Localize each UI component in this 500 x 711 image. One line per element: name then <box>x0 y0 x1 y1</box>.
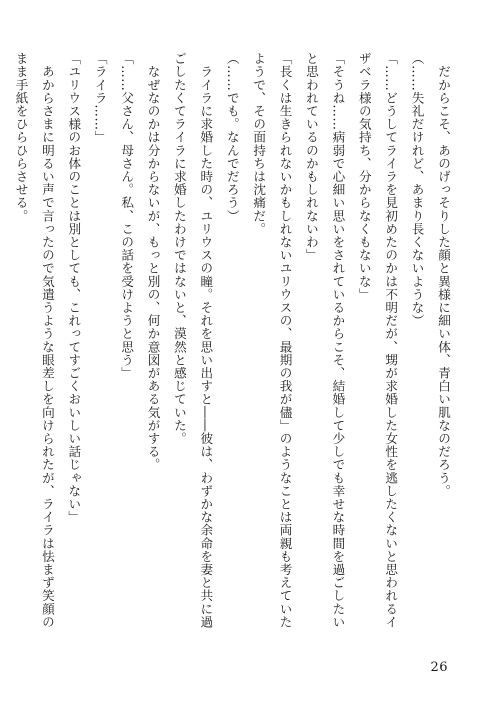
text-line: 「長くは生きられないかもしれないユリウスの、最期の我が儘」のようなことは両親も考えていた <box>277 52 293 629</box>
text-line: ライラに求婚した時の、ユリウスの瞳。それを思い出すと――彼は、わずかな余命を妻と共に過 <box>198 52 214 629</box>
text-line: 「そうね……病弱で心細い思いをされているからこそ、結婚して少しでも幸せな時間を過ごしたい <box>330 52 346 629</box>
text-line: ごしたくてライラに求婚したわけではないと、漠然と感じていた。 <box>171 52 187 445</box>
text-line: ザベラ様の気持ち、分からなくもないな」 <box>356 52 372 301</box>
text-line: 「……どうしてライラを見初めたのかは不明だが、甥が求婚した女性を逃したくないと思われるイ <box>383 52 399 629</box>
text-line: あからさまに明るい声で言ったので気遣うような眼差しを向けられたが、ライラは怯まず笑顔の <box>39 52 55 629</box>
text-line: まま手紙をひらひらさせる。 <box>13 52 29 223</box>
text-line: なぜなのかは分からないが、もっと別の、何か意図がある気がする。 <box>145 52 161 472</box>
text-line: 「ユリウス様のお体のことは別としても、これってすごくおいしい話じゃない」 <box>66 52 82 524</box>
text-line: （……失礼だけれど、あまり長くないような） <box>409 52 425 328</box>
text-line: ようで、その面持ちは沈痛だ。 <box>251 52 267 236</box>
text-line: と思われているのかもしれないわ」 <box>303 52 319 262</box>
text-line: 「ライラ……」 <box>92 52 108 144</box>
text-line: 「……父さん、母さん。私、この話を受けようと思う」 <box>119 52 135 380</box>
text-line: だからこそ、あのげっそりした顔と異様に細い体、青白い肌なのだろう。 <box>436 52 451 498</box>
text-line: （……でも。なんでだろう） <box>224 52 240 223</box>
body-text <box>13 52 456 652</box>
page-number: 26 <box>430 660 448 675</box>
